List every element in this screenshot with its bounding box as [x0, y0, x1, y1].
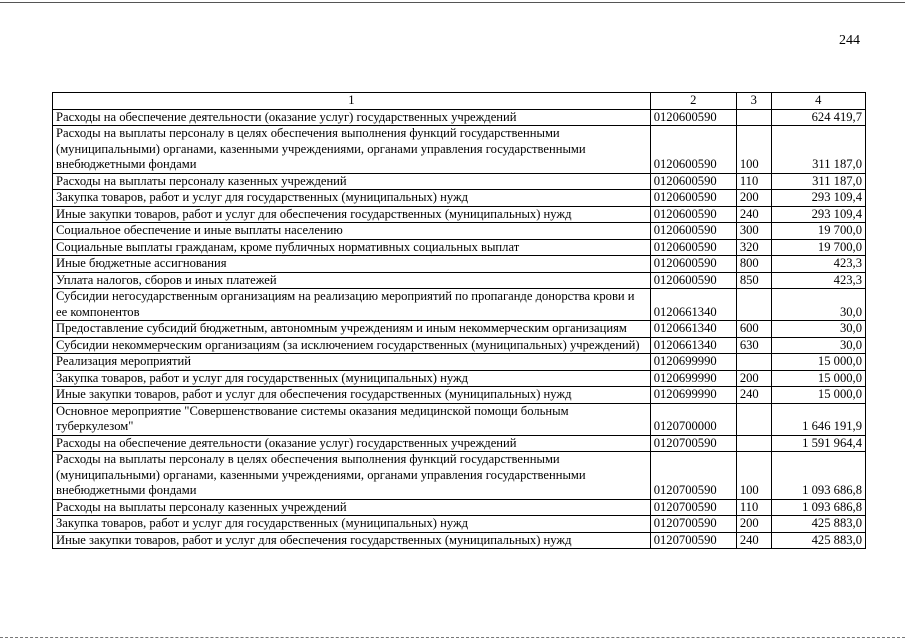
row-code: 0120700590 [650, 452, 736, 500]
row-type [736, 289, 771, 321]
row-amount: 423,3 [771, 272, 865, 289]
row-name: Расходы на выплаты персоналу в целях обеспечения выполнения функций государственными (муниципальными) органами, казенными учреждениями, органами управления государственными внебюджетными фондами [53, 126, 651, 174]
row-code: 0120600590 [650, 239, 736, 256]
row-type: 200 [736, 370, 771, 387]
row-code: 0120700590 [650, 435, 736, 452]
header-row [53, 93, 866, 110]
table-row [53, 126, 866, 174]
row-type: 100 [736, 452, 771, 500]
table-row [53, 190, 866, 207]
row-name: Закупка товаров, работ и услуг для государственных (муниципальных) нужд [53, 370, 651, 387]
row-type: 240 [736, 532, 771, 549]
row-type [736, 109, 771, 126]
row-amount: 311 187,0 [771, 126, 865, 174]
row-amount: 311 187,0 [771, 173, 865, 190]
row-code: 0120661340 [650, 289, 736, 321]
row-name: Социальное обеспечение и иные выплаты населению [53, 223, 651, 240]
row-type: 320 [736, 239, 771, 256]
row-type: 240 [736, 387, 771, 404]
row-name: Иные закупки товаров, работ и услуг для обеспечения государственных (муниципальных) нужд [53, 387, 651, 404]
row-amount: 1 591 964,4 [771, 435, 865, 452]
row-amount: 1 093 686,8 [771, 499, 865, 516]
table-row [53, 173, 866, 190]
budget-table [52, 92, 866, 549]
table-row [53, 532, 866, 549]
row-code: 0120600590 [650, 272, 736, 289]
row-name: Расходы на выплаты персоналу казенных учреждений [53, 173, 651, 190]
row-code: 0120600590 [650, 256, 736, 273]
table-row [53, 289, 866, 321]
table-body [53, 109, 866, 549]
row-amount: 15 000,0 [771, 370, 865, 387]
row-type [736, 435, 771, 452]
row-name: Расходы на выплаты персоналу казенных учреждений [53, 499, 651, 516]
table-row [53, 516, 866, 533]
row-type: 850 [736, 272, 771, 289]
row-amount: 19 700,0 [771, 239, 865, 256]
row-type [736, 403, 771, 435]
row-amount: 1 093 686,8 [771, 452, 865, 500]
header-col-3: 3 [736, 93, 771, 110]
row-amount: 15 000,0 [771, 354, 865, 371]
row-type: 240 [736, 206, 771, 223]
row-amount: 30,0 [771, 289, 865, 321]
header-col-1: 1 [53, 93, 651, 110]
row-name: Иные закупки товаров, работ и услуг для обеспечения государственных (муниципальных) нужд [53, 206, 651, 223]
row-name: Расходы на выплаты персоналу в целях обеспечения выполнения функций государственными (муниципальными) органами, казенными учреждениями, органами управления государственными внебюджетными фондами [53, 452, 651, 500]
row-name: Закупка товаров, работ и услуг для государственных (муниципальных) нужд [53, 190, 651, 207]
row-code: 0120700590 [650, 532, 736, 549]
row-name: Иные закупки товаров, работ и услуг для обеспечения государственных (муниципальных) нужд [53, 532, 651, 549]
row-code: 0120600590 [650, 223, 736, 240]
table-row [53, 223, 866, 240]
table-row [53, 109, 866, 126]
row-code: 0120600590 [650, 206, 736, 223]
row-type: 100 [736, 126, 771, 174]
row-amount: 15 000,0 [771, 387, 865, 404]
row-amount: 423,3 [771, 256, 865, 273]
row-type [736, 354, 771, 371]
row-amount: 624 419,7 [771, 109, 865, 126]
row-name: Субсидии некоммерческим организациям (за исключением государственных (муниципальных) учреждений) [53, 337, 651, 354]
row-amount: 425 883,0 [771, 532, 865, 549]
row-name: Расходы на обеспечение деятельности (оказание услуг) государственных учреждений [53, 435, 651, 452]
bottom-border-line [0, 637, 905, 638]
table-row [53, 499, 866, 516]
row-name: Расходы на обеспечение деятельности (оказание услуг) государственных учреждений [53, 109, 651, 126]
header-col-2: 2 [650, 93, 736, 110]
row-amount: 293 109,4 [771, 206, 865, 223]
table-row [53, 337, 866, 354]
row-type: 800 [736, 256, 771, 273]
top-border-line [0, 2, 905, 3]
table-row [53, 370, 866, 387]
row-code: 0120699990 [650, 354, 736, 371]
row-amount: 30,0 [771, 321, 865, 338]
row-name: Закупка товаров, работ и услуг для государственных (муниципальных) нужд [53, 516, 651, 533]
row-name: Иные бюджетные ассигнования [53, 256, 651, 273]
row-name: Уплата налогов, сборов и иных платежей [53, 272, 651, 289]
row-code: 0120661340 [650, 321, 736, 338]
row-amount: 19 700,0 [771, 223, 865, 240]
row-name: Предоставление субсидий бюджетным, автономным учреждениям и иным некоммерческим организациям [53, 321, 651, 338]
table-row [53, 403, 866, 435]
row-type: 300 [736, 223, 771, 240]
row-name: Субсидии негосударственным организациям на реализацию мероприятий по пропаганде донорства крови и ее компонентов [53, 289, 651, 321]
table-row [53, 256, 866, 273]
row-code: 0120700590 [650, 499, 736, 516]
row-code: 0120600590 [650, 126, 736, 174]
table-row [53, 452, 866, 500]
row-amount: 30,0 [771, 337, 865, 354]
row-type: 110 [736, 499, 771, 516]
row-name: Реализация мероприятий [53, 354, 651, 371]
table-row [53, 206, 866, 223]
table-row [53, 354, 866, 371]
table-row [53, 387, 866, 404]
page-number: 244 [839, 33, 860, 48]
table-row [53, 321, 866, 338]
row-amount: 425 883,0 [771, 516, 865, 533]
row-type: 110 [736, 173, 771, 190]
table-row [53, 239, 866, 256]
row-code: 0120600590 [650, 109, 736, 126]
row-name: Основное мероприятие "Совершенствование системы оказания медицинской помощи больным туберкулезом" [53, 403, 651, 435]
table-row [53, 435, 866, 452]
header-col-4: 4 [771, 93, 865, 110]
row-code: 0120700590 [650, 516, 736, 533]
row-code: 0120600590 [650, 190, 736, 207]
row-code: 0120699990 [650, 370, 736, 387]
row-type: 630 [736, 337, 771, 354]
row-code: 0120600590 [650, 173, 736, 190]
row-type: 200 [736, 516, 771, 533]
row-code: 0120700000 [650, 403, 736, 435]
row-code: 0120699990 [650, 387, 736, 404]
row-amount: 1 646 191,9 [771, 403, 865, 435]
row-type: 200 [736, 190, 771, 207]
row-type: 600 [736, 321, 771, 338]
row-name: Социальные выплаты гражданам, кроме публичных нормативных социальных выплат [53, 239, 651, 256]
row-amount: 293 109,4 [771, 190, 865, 207]
table-row [53, 272, 866, 289]
row-code: 0120661340 [650, 337, 736, 354]
